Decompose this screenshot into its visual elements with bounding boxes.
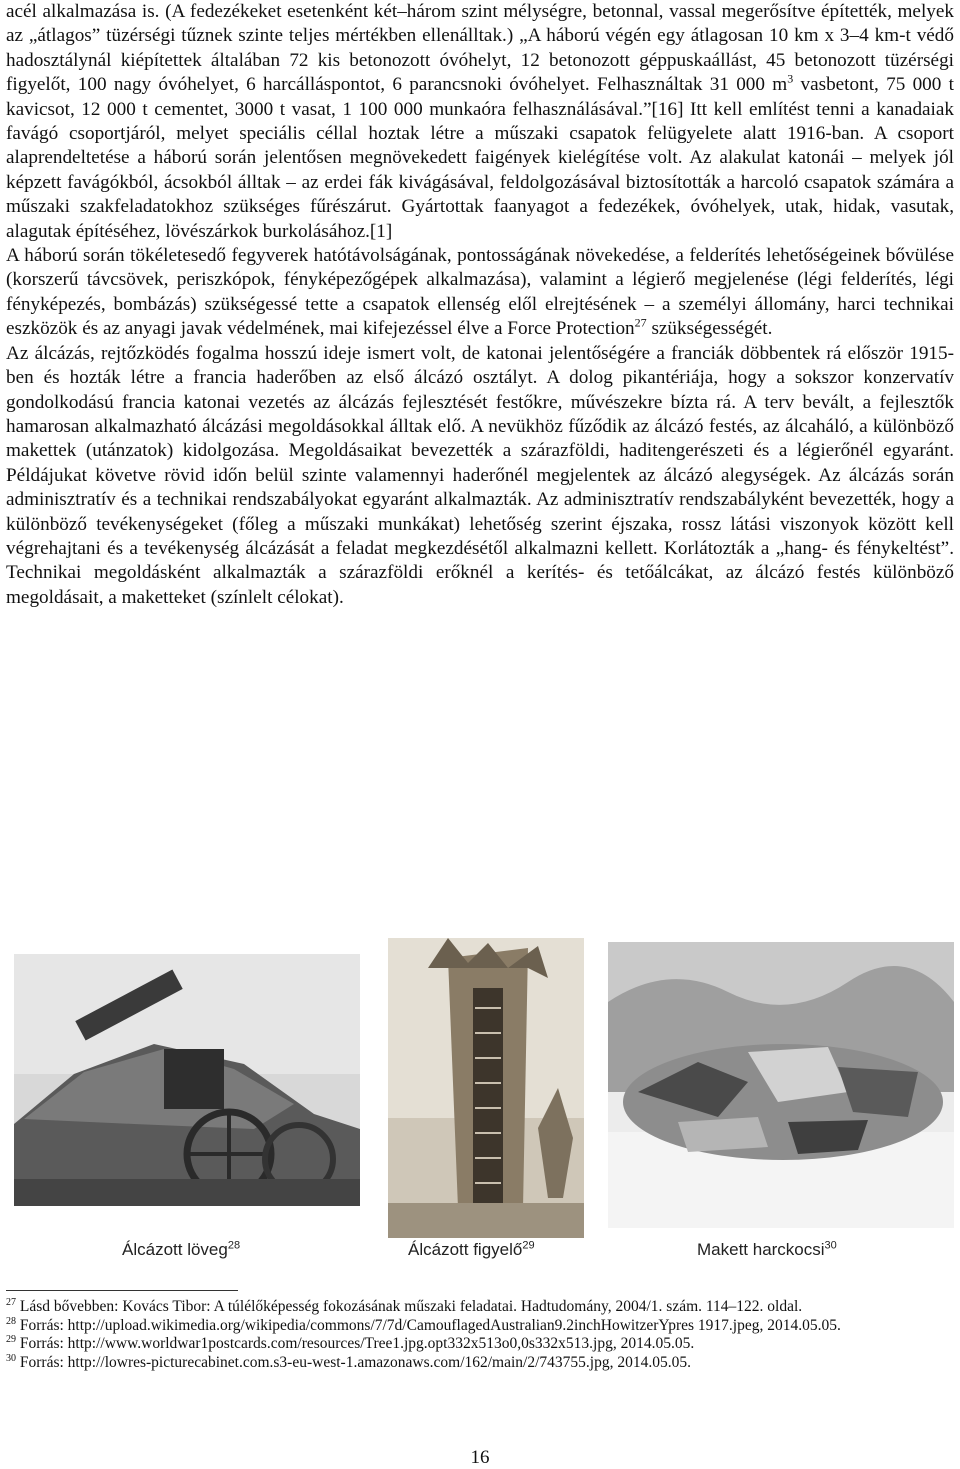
caption-observation-post: Álcázott figyelő$^{29}$ bbox=[408, 1239, 535, 1259]
camouflaged-howitzer-photo bbox=[14, 954, 360, 1206]
dummy-tank-photo bbox=[608, 942, 954, 1228]
footnote-30: $^{30}$ Forrás: http://lowres-picturecabinet.com.s3-eu-west-1.amazonaws.com/162/main/2/743755.jpg, 2014.05.05. bbox=[6, 1352, 691, 1371]
text-run: szükségességét. bbox=[646, 318, 773, 340]
superscript: 3 bbox=[787, 71, 794, 86]
footnote-separator bbox=[6, 1290, 238, 1291]
superscript: 27 bbox=[634, 315, 647, 330]
text-run: A háború során tökéletesedő fegyverek hatótávolságának, pontosságának növekedése, a felderítés lehetőségeinek bővülése (korszerű távcsövek, periszkópok, fényképezőgépek alkalmazása), valamint a légierő megjelenése (légi felderítés, légi fényképezés, bombázás) szükségessé tette a csapatok ellenség elől elrejtésének – a személyi állomány, harci technikai eszközök és az anyagi javak védelmének, mai kifejezéssel élve a Force Protection bbox=[6, 245, 954, 340]
figure-row bbox=[0, 938, 960, 1238]
text-run: vasbetont, 75 000 t kavicsot, 12 000 t cementet, 3000 t vasat, 1 100 000 munkaóra felhasználásával.”[16] Itt kell említést tenni a kanadaiak favágó csoportjáról, melyet speciális céllal hoztak létre a műszaki csapatok felügyelete alatt 1916-ban. A csoport alaprendeltetése a háború során jelentősen megnövekedett faigények kielégítése volt. Az alakulat katonái – melyek jól képzett favágókból, ácsokból álltak – az erdei fák kivágásával, feldolgozásával biztosították a harcoló csapatok számára a műszaki szakfeladatokhoz szükséges fűrészárut. Gyártottak faanyagot a fedezékek, óvóhelyek, utak, hidak, vasutak, alagutak építéséhez, lövészárkok burkolásához.[1] bbox=[6, 74, 954, 242]
body-text bbox=[6, 0, 954, 610]
page-number: 16 bbox=[470, 1447, 490, 1468]
body-paragraph bbox=[6, 0, 954, 244]
footnotes bbox=[6, 1298, 954, 1372]
footnote-28: $^{28}$ Forrás: http://upload.wikimedia.org/wikipedia/commons/7/7d/CamouflagedAustralian9.2inchHowitzerYpres 1917.jpeg, 2014.05.05. bbox=[6, 1315, 841, 1334]
body-paragraph bbox=[6, 244, 954, 342]
body-paragraph bbox=[6, 342, 954, 610]
text-run: acél alkalmazása is. (A fedezékeket esetenként két–három szint mélységre, betonnal, vassal megerősítve építették, melyek az „átlagos” tüzérségi tűznek szinte teljes mértékben ellenálltak.) „A háború végén egy átlagosan 10 km x 3–4 km-t védő hadosztálynál kiépítettek általában 72 kis betonozott óvóhelyt, 12 betonozott géppuskaállást, 45 betonozott tüzérségi figyelőt, 100 nagy óvóhelyet, 6 harcálláspontot, 6 parancsnoki óvóhelyet. Felhasználtak 31 000 m bbox=[6, 1, 954, 96]
footnote-29: $^{29}$ Forrás: http://www.worldwar1postcards.com/resources/Tree1.jpg.opt332x513o0,0s332x513.jpg, 2014.05.05. bbox=[6, 1334, 695, 1353]
caption-dummy-tank: Makett harckocsi$^{30}$ bbox=[697, 1239, 837, 1259]
footnote-27: $^{27}$ Lásd bővebben: Kovács Tibor: A túlélőképesség fokozásának műszaki feladatai. Hadtudomány, 2004/1. szám. 114–122. oldal. bbox=[6, 1296, 803, 1315]
caption-howitzer: Álcázott löveg$^{28}$ bbox=[122, 1239, 241, 1259]
camouflaged-observation-post-photo bbox=[388, 938, 584, 1238]
text-run: Az álcázás, rejtőzködés fogalma hosszú ideje ismert volt, de katonai jelentőségére a franciák döbbentek rá először 1915-ben és hozták létre a francia haderőben az első álcázó osztályt. A dolog pikantériája, hogy a sokszor konzervatív gondolkodású francia katonai vezetés az álcázás fejlesztését festőkre, művészekre bízta rá. A terv bevált, a fejlesztők hamarosan alkalmazható álcázási megoldásokkal álltak elő. A nevükhöz fűződik az álcázó festés, az álcaháló, a különböző makettek (utánzatok) kidolgozása. Megoldásaikat bevezették a szárazföldi, haditengerészeti és a légierőnél egyaránt. Példájukat követve rövid időn belül szinte valamennyi haderőnél megjelentek az álcázó alegységek. Az álcázás során adminisztratív és a technikai rendszabályokat egyaránt alkalmazták. Az adminisztratív rendszabályként bevezették, hogy a különböző tevékenységeket (főleg a műszaki munkákat) lehetőség szerint éjszaka, rossz látási viszonyok között kell végrehajtani és a tevékenység álcázását a feladat megkezdésétől alkalmazni kellett. Korlátozták a „hang- és fénykeltést”. Technikai megoldásként alkalmazták a szárazföldi erőknél a kerítés- és tetőálcákat, az álcázó festés különböző megoldásait, a maketteket (színlelt célokat). bbox=[6, 342, 954, 608]
